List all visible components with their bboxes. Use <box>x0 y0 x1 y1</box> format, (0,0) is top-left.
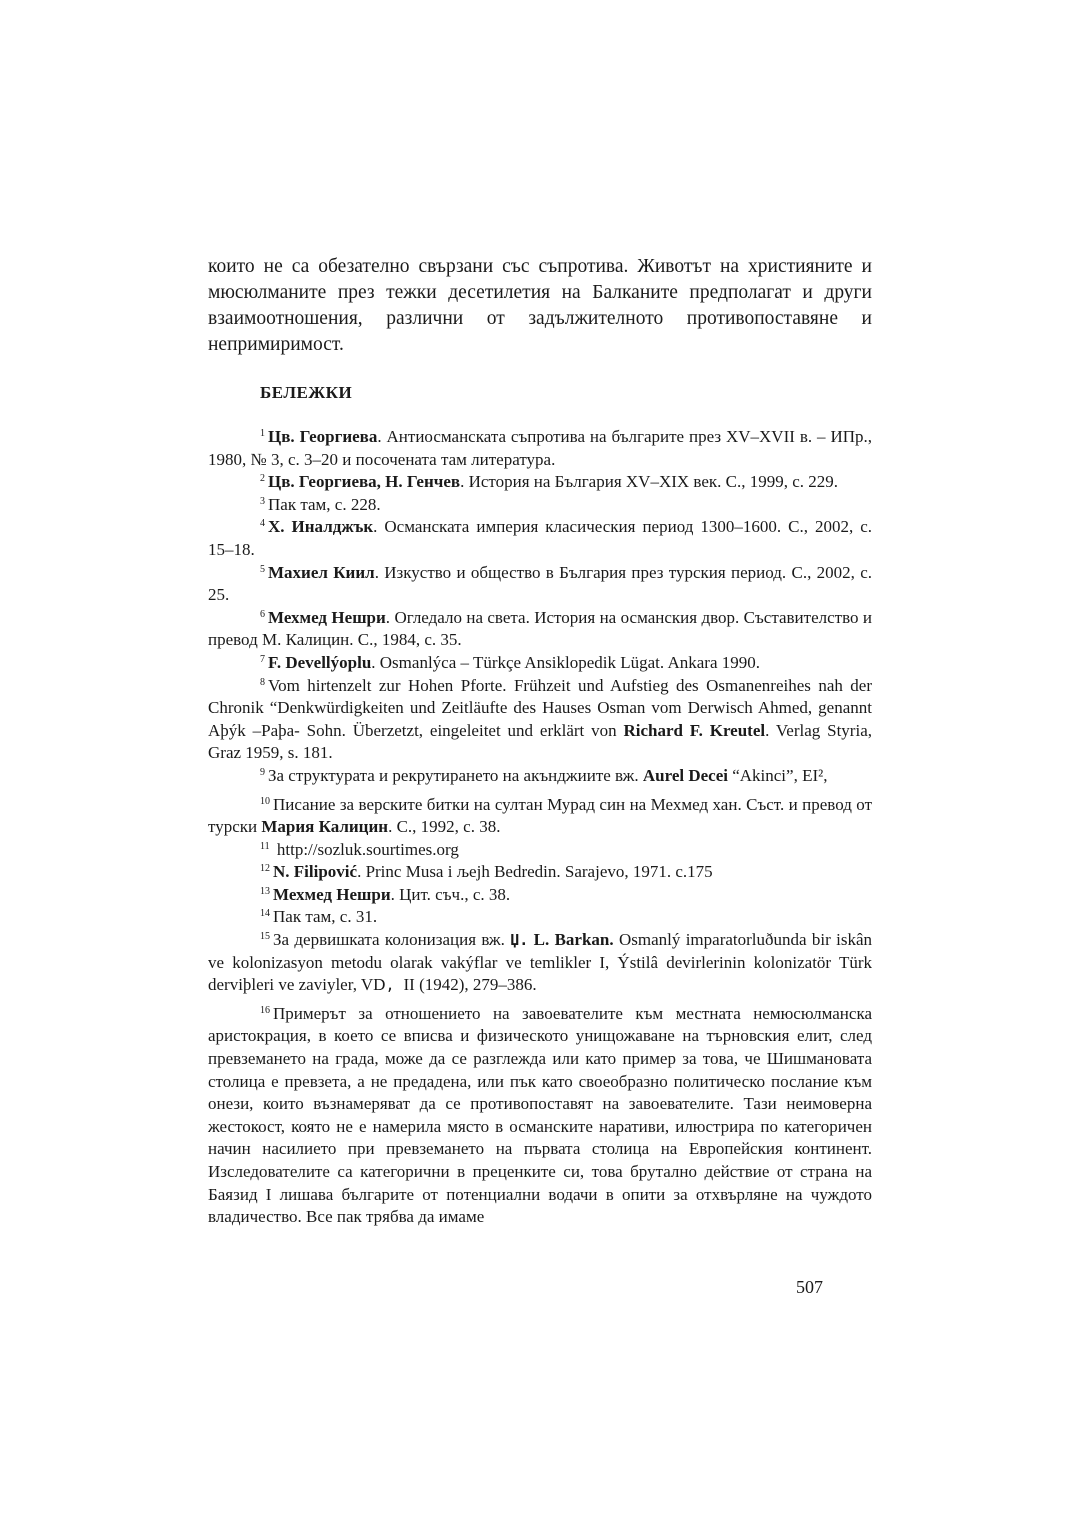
footnote <box>208 652 872 675</box>
footnote-author: Цв. Георгиева <box>268 427 378 446</box>
footnote-author: L. Barkan. <box>528 930 614 950</box>
footnote-text: . История на България XV–XIX век. С., 1999, с. 229. <box>460 472 839 492</box>
footnote <box>208 426 872 471</box>
footnote-text-end: “Akinci”, EI², <box>727 765 828 785</box>
footnote <box>208 794 872 839</box>
footnote-comma: , <box>385 976 404 995</box>
footnote-text-end: Osmanlý imparatorluðunda bir iskân ve kolonizasyon metodu olarak vakýflar ve temlikler I, Ýstilâ devirlerinin kolonizatör Türk derviþleri ve zaviyler, VD <box>208 930 872 995</box>
footnote-number: 13 <box>260 885 270 897</box>
footnote-number: 2 <box>260 473 265 485</box>
footnote-text: http://sozluk.sourtimes.org <box>272 839 459 859</box>
footnote-author: Мария Калицин <box>261 817 389 837</box>
footnote-text: . Огледало на света. История на османския двор. Съставителство и превод М. Калицин. С., 1984, с. 35. <box>208 607 872 650</box>
footnote-author: Цв. Георгиева, Н. Генчев <box>268 472 461 492</box>
footnote <box>208 1003 872 1229</box>
footnote-text: Vom hirtenzelt zur Hohen Pforte. Frühzeit und Aufstieg des Osmanenreihes nah der Chronik “Denkwürdigkeiten und Zeitläufte des Hauses Osman vom Derwisch Ahmed, genannt Aþýk –Paþa- Sohn. Überzetzt, eingeleitet und erklärt von <box>208 675 872 740</box>
footnote-text-end: . С., 1992, с. 38. <box>388 817 501 837</box>
footnote-text: . Османската империя класическия период 1300–1600. С., 2002, с. 15–18. <box>208 517 872 559</box>
footnotes <box>208 426 872 1229</box>
footnote-text: За структурата и рекрутирането на акънджиите вж. <box>268 765 643 785</box>
footnote <box>208 906 872 929</box>
footnote-number: 5 <box>260 563 265 575</box>
footnote-author: Х. Иналджък <box>268 517 374 537</box>
body-text: които не са обезателно свързани със съпротива. Животът на християните и мюсюлманите през тежки десетилетия на Балканите предполагат и други взаимоотношения, различни от задължителното противопоставяне и непримиримост. <box>208 256 872 355</box>
footnote <box>208 471 872 494</box>
footnote-text: . Osmanlýca – Türkçe Ansiklopedik Lügat. Ankara 1990. <box>371 652 760 672</box>
footnote <box>208 562 872 607</box>
footnote-text: Писание за верските битки на султан Мурад син на Мехмед хан. Съст. и превод от турски <box>208 794 872 837</box>
body-paragraph <box>208 254 872 358</box>
footnote-number: 10 <box>260 795 270 807</box>
notes-heading: БЕЛЕЖКИ <box>260 383 353 402</box>
footnote <box>208 929 872 997</box>
footnote-author: Мехмед Нешри <box>273 884 391 904</box>
page-number: 507 <box>796 1277 823 1297</box>
footnote-number: 8 <box>260 676 265 688</box>
footnote-number: 3 <box>260 495 265 507</box>
footnote-number: 7 <box>260 653 265 665</box>
footnote-number: 12 <box>260 863 270 875</box>
footnote-number: 15 <box>260 931 270 943</box>
footnote-text: Примерът за отношението на завоевателите към местната немюсюлманска аристокрация, в което се вписва и физическото унищожаване на търновския елит, след превземането на града, може да се разглежда или като пример за това, че Шишмановата столица е превзета, а не предадена, или пък като своеобразно политическо послание към онези, които възнамеряват да се противопоставят на завоевателите. Тази неимоверна жестокост, която не е намерила място в османските наративи, илюстрира по категоричен начин насилието при превземането на първата столица на Европейския континент. Изследователите са категорични в преценките си, това брутално действие от страна на Баязид I лишава българите от потенциални водачи в опити за отхвърляне на чуждото владичество. Все пак трябва да имаме <box>208 1003 872 1227</box>
footnote-text: . Антиосманската съпротива на българите през XV–XVII в. – ИПр., 1980, № 3, с. 3–20 и посочената там литература. <box>208 427 872 469</box>
footnote-number: 4 <box>260 518 265 530</box>
footnote-initial: Џ. <box>510 931 529 950</box>
footnote-text: Пак там, с. 31. <box>273 907 378 927</box>
footnote <box>208 494 872 517</box>
footnote <box>208 516 872 561</box>
footnote-number: 14 <box>260 908 270 920</box>
footnote-number: 16 <box>260 1004 270 1016</box>
footnote-text-end: . Verlag Styria, Graz 1959, s. 181. <box>208 720 872 763</box>
footnote-author: F. Devellýoplu <box>268 652 372 672</box>
footnote <box>208 839 872 862</box>
footnote-text: . Изкуство и общество в България през турския период. С., 2002, с. 25. <box>208 562 872 605</box>
footnote <box>208 607 872 652</box>
footnote-text: Пак там, с. 228. <box>268 494 381 514</box>
footnote-number: 6 <box>260 608 265 620</box>
footnote-author: Aurel Decei <box>642 765 728 785</box>
footnote <box>208 884 872 907</box>
footnote-text: . Цит. съч., с. 38. <box>390 884 511 904</box>
footnote-number: 9 <box>260 766 265 778</box>
footnote-author: Махиел Киил <box>268 562 375 582</box>
footnote-text-final: II (1942), 279–386. <box>403 975 537 995</box>
footnote <box>208 861 872 884</box>
footnote-number: 1 <box>260 428 265 439</box>
footnote-text: . Princ Musa i љejh Bedredin. Sarajevo, 1971. c.175 <box>357 862 713 882</box>
footnote <box>208 675 872 765</box>
footnote <box>208 765 872 788</box>
footnote-number: 11 <box>260 840 270 852</box>
footnote-text: За дервишката колонизация вж. <box>273 930 511 950</box>
footnote-author: N. Filipović <box>273 862 358 882</box>
footnote-author: Richard F. Kreutel <box>623 720 766 740</box>
footnote-author: Мехмед Нешри <box>268 607 386 627</box>
